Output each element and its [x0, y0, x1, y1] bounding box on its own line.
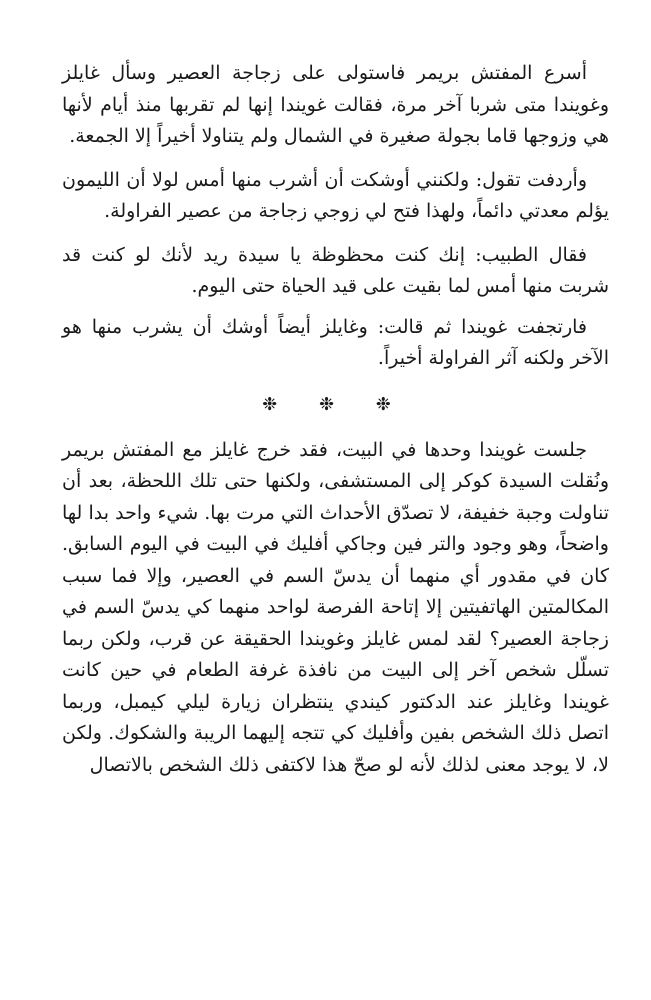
paragraph-2: وأردفت تقول: ولكنني أوشكت أن أشرب منها أمس لولا أن الليمون يؤلم معدتي دائماً، ولهذا فتح لي زوجي زجاجة من عصير الفراولة.: [62, 168, 609, 222]
paragraph-1: أسرع المفتش بريمر فاستولى على زجاجة العصير وسأل غايلز وغويندا متى شربا آخر مرة، فقالت غويندا إنها لم تقربها منذ أيام لأنها هي وزوجها قاما بجولة صغيرة في الشمال ولم يتناولا أخيراً إلا الجمعة.: [62, 62, 609, 147]
section-2: [62, 435, 609, 782]
paragraph-4: فارتجفت غويندا ثم قالت: وغايلز أيضاً أوشك أن يشرب منها هو الآخر ولكنه آثر الفراولة أخيراً.: [62, 315, 609, 369]
book-page: [62, 58, 609, 988]
section-separator: ❉ ❉ ❉: [262, 393, 409, 415]
paragraph-5: جلست غويندا وحدها في البيت، فقد خرج غايلز مع المفتش بريمر ونُقلت السيدة كوكر إلى المستشفى، ولكنها حتى تلك اللحظة، بعد أن تناولت وجبة خفيفة، لا تصدّق الأحداث التي مرت بها. شيء واحد بدا لها واضحاً، وهو وجود والتر فين وجاكي أفليك في البيت في اليوم السابق. كان في مقدور أي منهما أن يدسّ السم في العصير، وإلا فما سبب المكالمتين الهاتفيتين إلا إتاحة الفرصة لواحد منهما كي يدسّ السم في زجاجة العصير؟ لقد لمس غايلز وغويندا الحقيقة عن قرب، ولكن ربما تسلّل شخص آخر إلى البيت من نافذة غرفة الطعام في حين كانت غويندا وغايلز عند الدكتور كيندي ينتظران زيارة ليلي كيمبل، وربما اتصل ذلك الشخص بفين وأفليك كي تتجه إليهما الريبة والشكوك. ولكن لا، لا يوجد معنى لذلك لأنه لو صحّ هذا لاكتفى ذلك الشخص بالاتصال: [62, 438, 609, 776]
paragraph-3: فقال الطبيب: إنك كنت محظوظة يا سيدة ريد لأنك لو كنت قد شربت منها أمس لما بقيت على قيد الحياة حتى اليوم.: [62, 243, 609, 297]
